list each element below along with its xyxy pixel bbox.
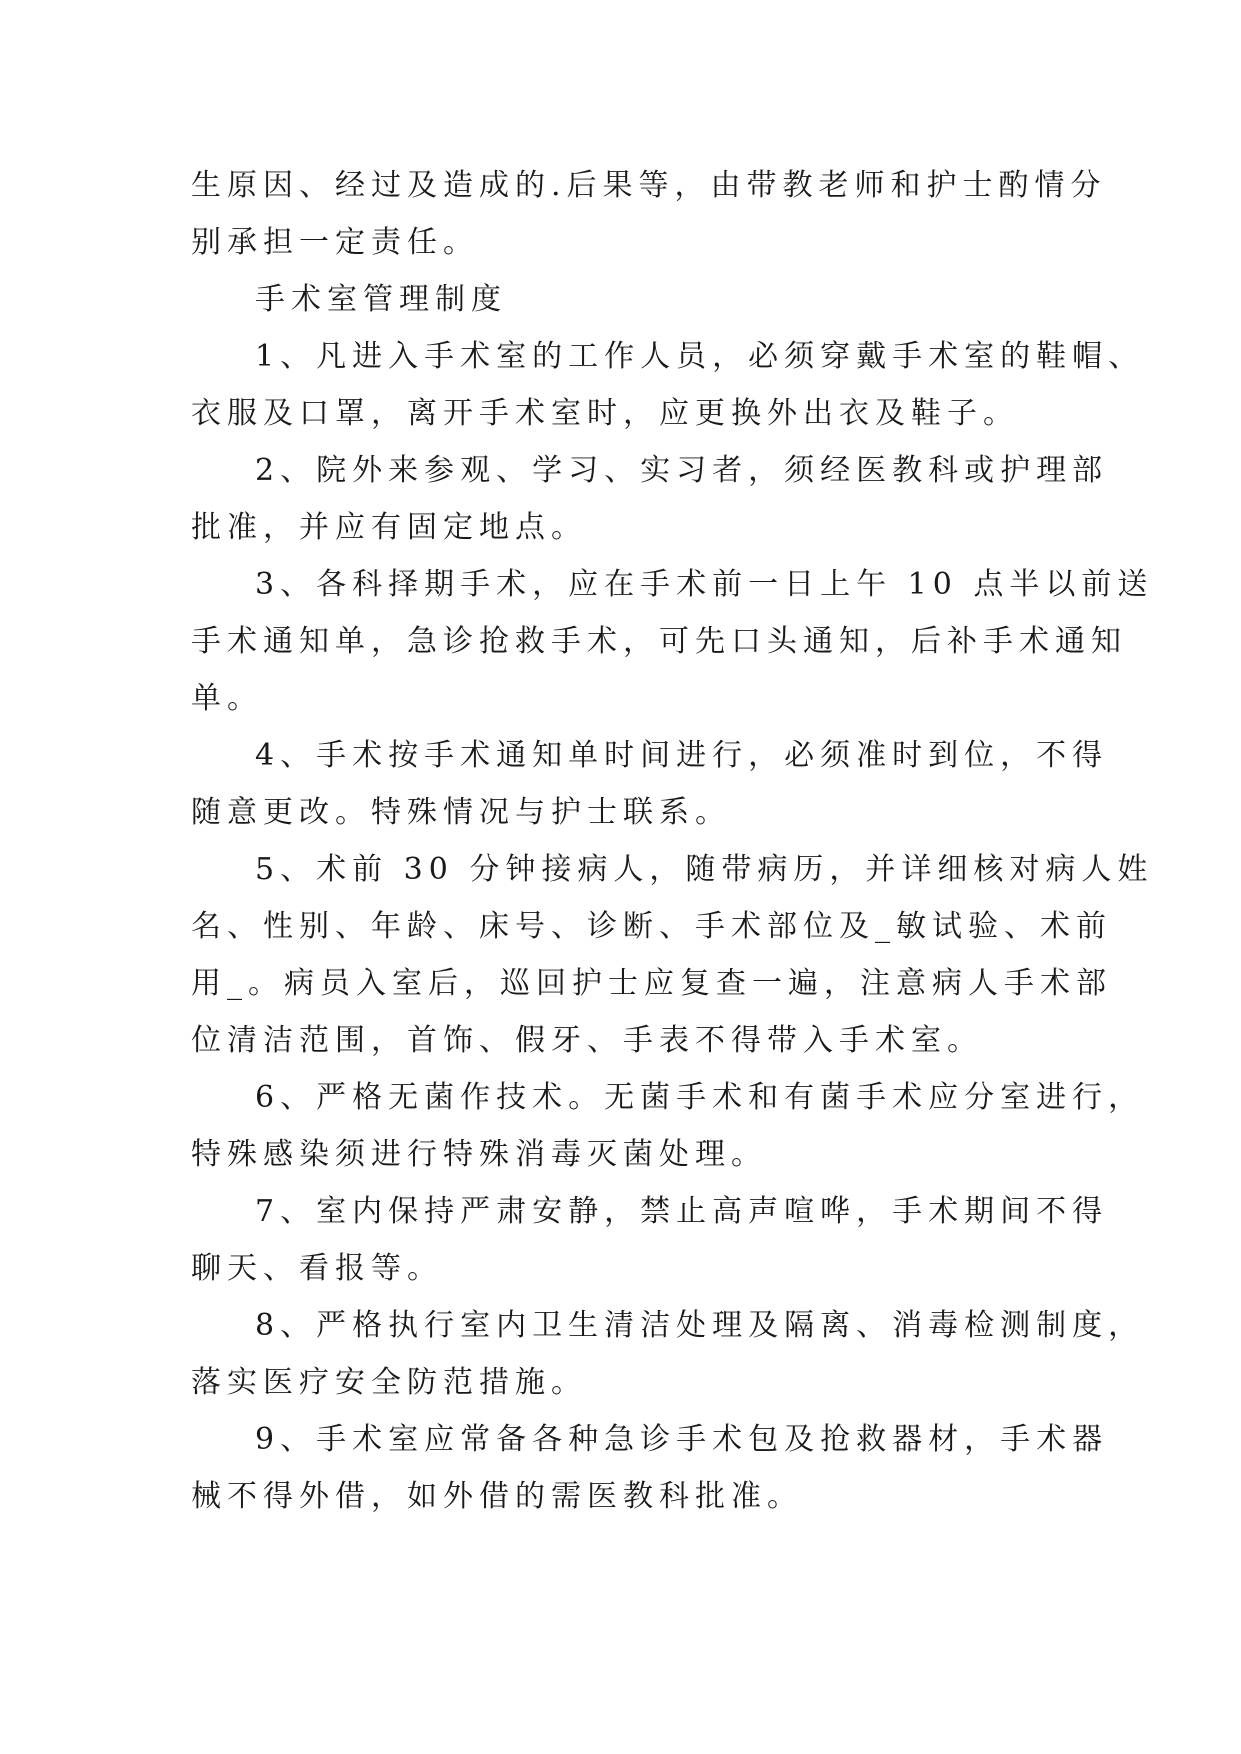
- rule-item-5-line: 位清洁范围，首饰、假牙、手表不得带入手术室。: [191, 1023, 983, 1058]
- rule-item-2: 2、院外来参观、学习、实习者，须经医教科或护理部: [255, 453, 1109, 488]
- rule-item-7: 7、室内保持严肃安静，禁止高声喧哗，手术期间不得: [255, 1194, 1109, 1229]
- rule-item-9: 9、手术室应常备各种急诊手术包及抢救器材，手术器: [255, 1422, 1109, 1457]
- rule-item-2-line: 批准，并应有固定地点。: [191, 510, 587, 545]
- rule-item-4-line: 随意更改。特殊情况与护士联系。: [191, 795, 731, 830]
- paragraph-continuation-line: 生原因、经过及造成的.后果等，由带教老师和护士酌情分: [191, 168, 1107, 203]
- rule-item-1: 1、凡进入手术室的工作人员，必须穿戴手术室的鞋帽、: [255, 339, 1145, 374]
- rule-item-1-line: 衣服及口罩，离开手术室时，应更换外出衣及鞋子。: [191, 396, 1019, 431]
- section-heading: 手术室管理制度: [255, 282, 507, 317]
- rule-item-9-line: 械不得外借，如外借的需医教科批准。: [191, 1479, 803, 1514]
- rule-item-7-line: 聊天、看报等。: [191, 1251, 443, 1286]
- rule-item-8: 8、严格执行室内卫生清洁处理及隔离、消毒检测制度，: [255, 1308, 1145, 1343]
- rule-item-3-line: 手术通知单，急诊抢救手术，可先口头通知，后补手术通知: [191, 624, 1127, 659]
- rule-item-5-line: 用_。病员入室后，巡回护士应复查一遍，注意病人手术部: [191, 966, 1112, 1001]
- rule-item-6-line: 特殊感染须进行特殊消毒灭菌处理。: [191, 1137, 767, 1172]
- rule-item-3-line: 单。: [191, 681, 263, 716]
- rule-item-5-line: 名、性别、年龄、床号、诊断、手术部位及_敏试验、术前: [191, 909, 1112, 944]
- rule-item-6: 6、严格无菌作技术。无菌手术和有菌手术应分室进行，: [255, 1080, 1145, 1115]
- rule-item-3: 3、各科择期手术，应在手术前一日上午 10 点半以前送: [255, 567, 1154, 602]
- rule-item-8-line: 落实医疗安全防范措施。: [191, 1365, 587, 1400]
- rule-item-4: 4、手术按手术通知单时间进行，必须准时到位，不得: [255, 738, 1109, 773]
- paragraph-continuation-line: 别承担一定责任。: [191, 225, 479, 260]
- rule-item-5: 5、术前 30 分钟接病人，随带病历，并详细核对病人姓: [255, 852, 1154, 887]
